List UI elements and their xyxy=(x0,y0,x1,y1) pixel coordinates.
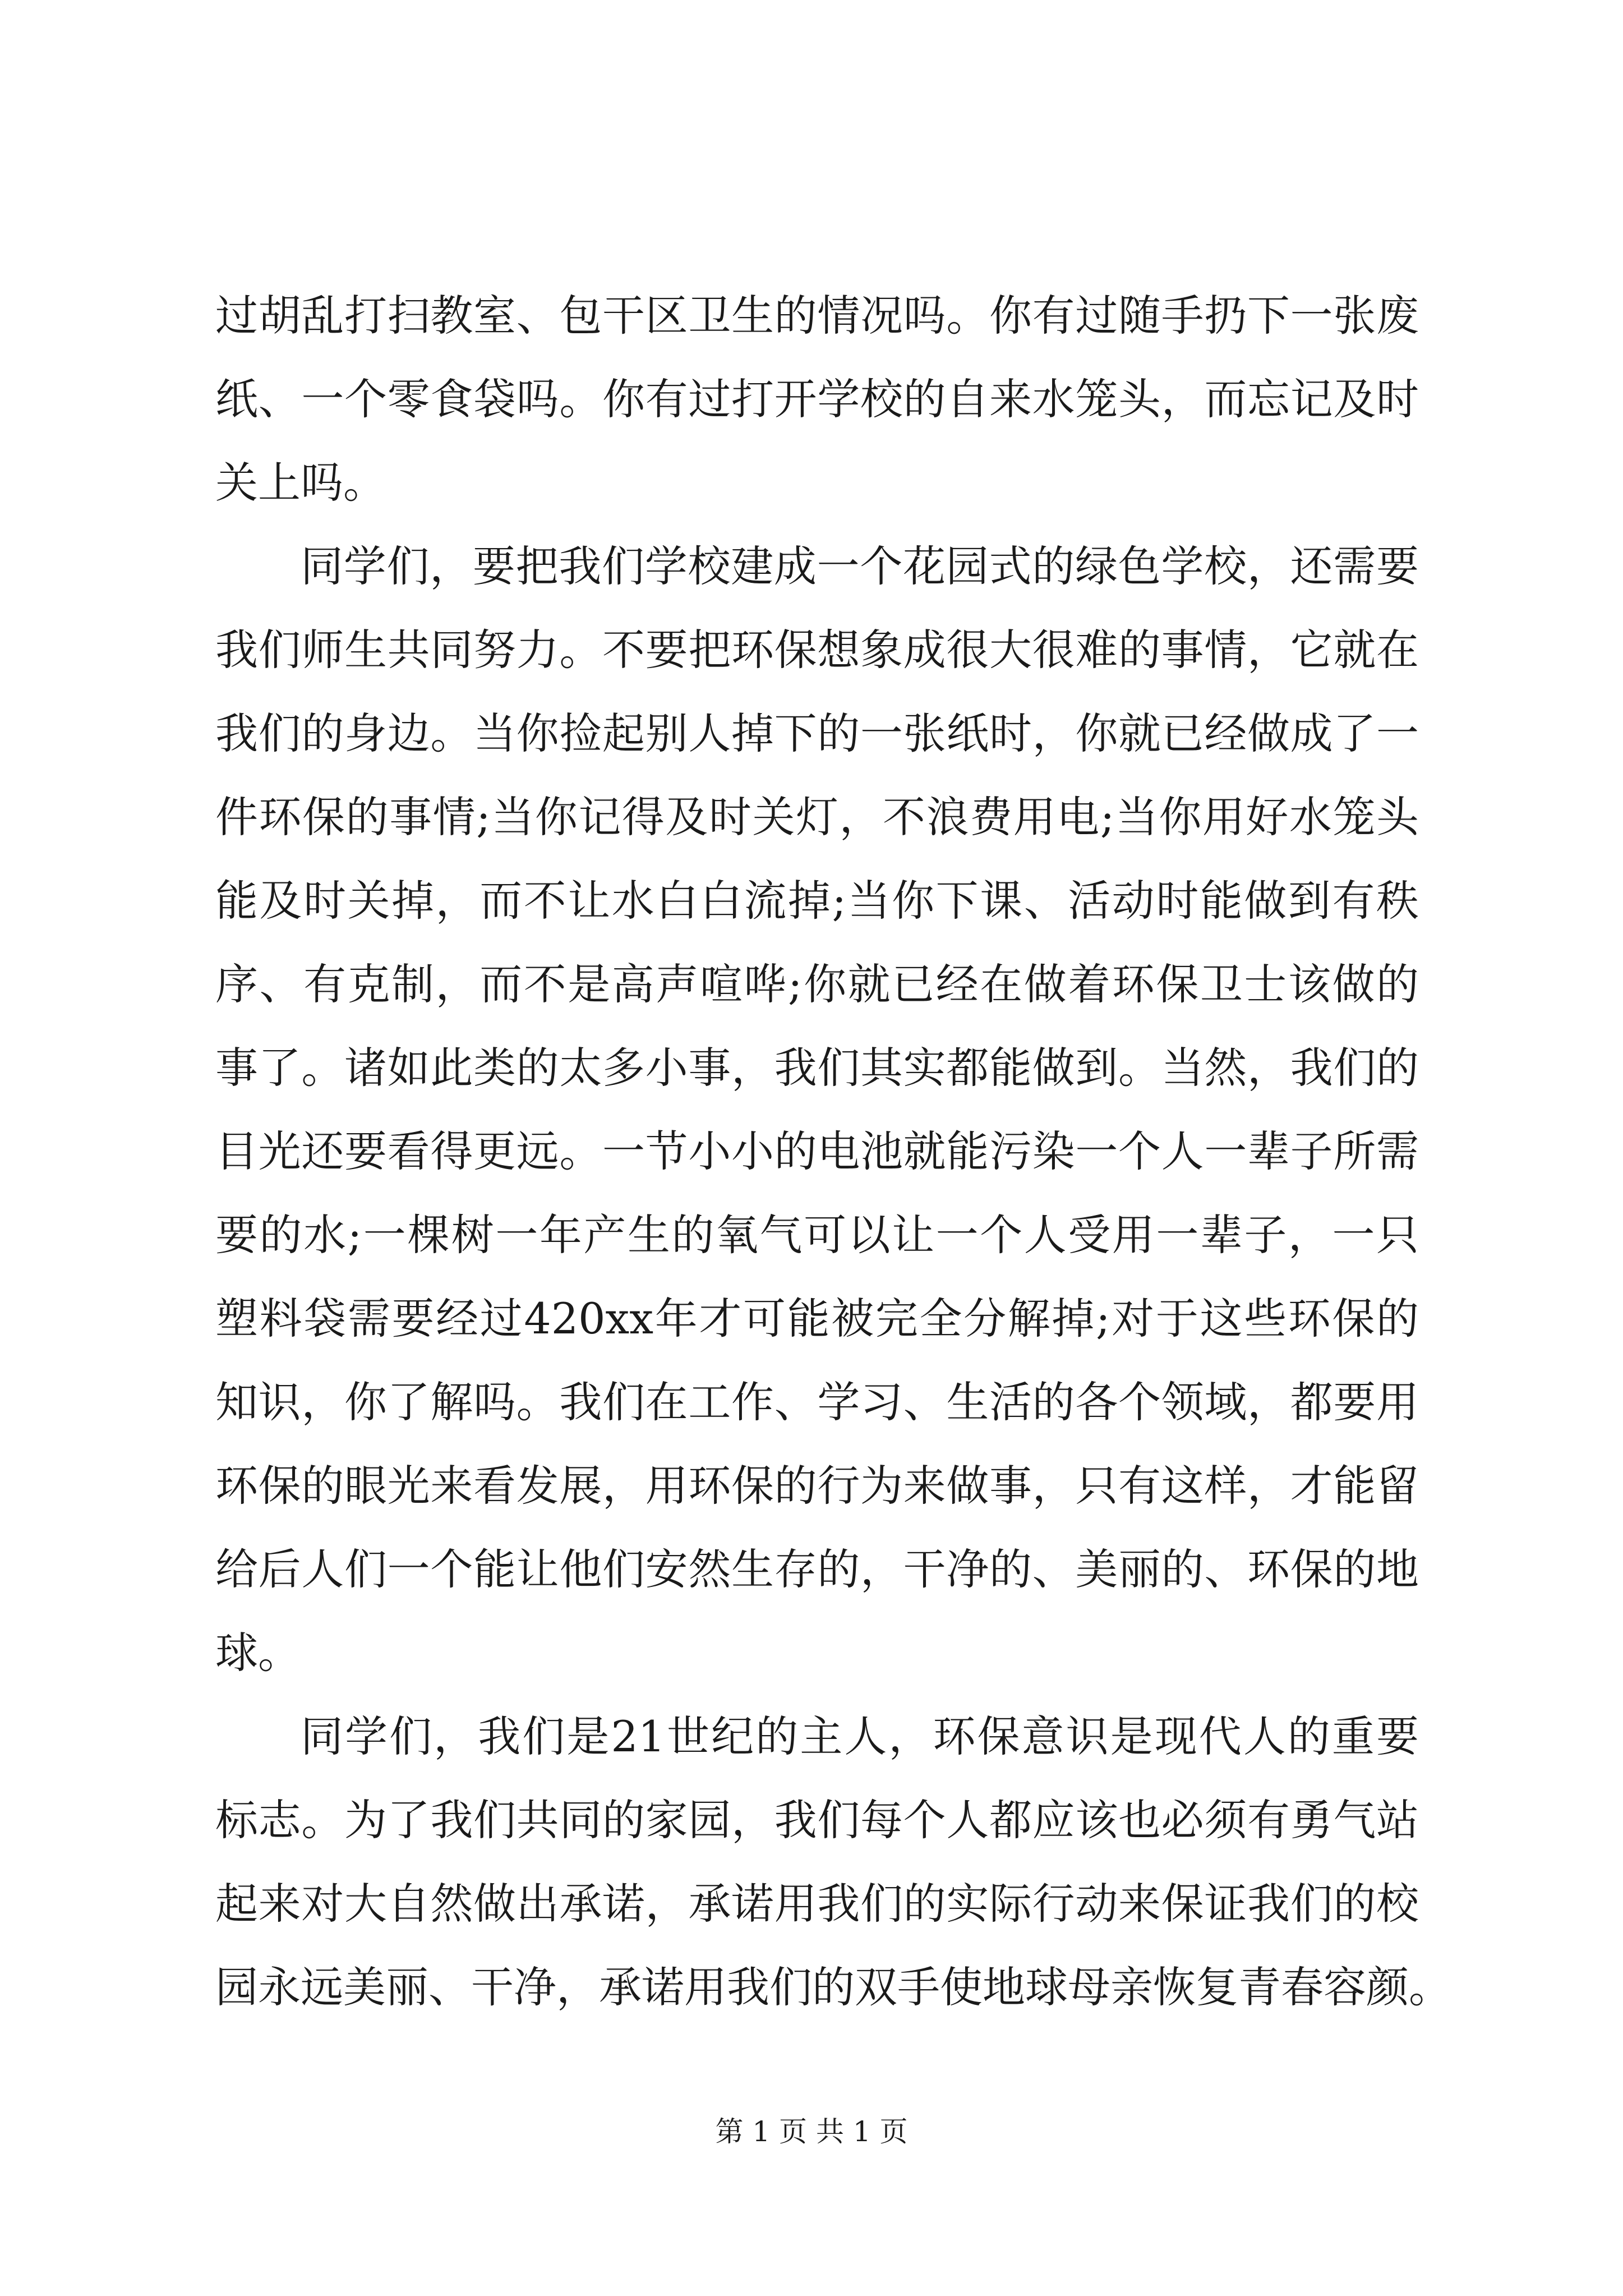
text-line: 事了。诸如此类的太多小事，我们其实都能做到。当然，我们的 xyxy=(215,1043,1419,1093)
text-line: 序、有克制，而不是高声喧哗;你就已经在做着环保卫士该做的 xyxy=(215,959,1419,1009)
text-line: 球。 xyxy=(215,1628,301,1678)
paragraph-first-line: 同学们，要把我们学校建成一个花园式的绿色学校，还需要 xyxy=(301,541,1419,591)
text-line: 给后人们一个能让他们安然生存的，干净的、美丽的、环保的地 xyxy=(215,1544,1419,1594)
document-body xyxy=(215,274,1451,2029)
page-number-footer: 第 1 页 共 1 页 xyxy=(715,2115,908,2148)
text-line: 园永远美丽、干净，承诺用我们的双手使地球母亲恢复青春容颜。 xyxy=(215,1962,1451,2012)
text-line: 过胡乱打扫教室、包干区卫生的情况吗。你有过随手扔下一张废 xyxy=(215,291,1419,341)
text-line: 知识，你了解吗。我们在工作、学习、生活的各个领域，都要用 xyxy=(215,1377,1419,1427)
text-line: 标志。为了我们共同的家园，我们每个人都应该也必须有勇气站 xyxy=(215,1795,1419,1845)
text-line: 我们的身边。当你捡起别人掉下的一张纸时，你就已经做成了一 xyxy=(215,708,1419,758)
text-line: 件环保的事情;当你记得及时关灯，不浪费用电;当你用好水笼头 xyxy=(215,792,1419,842)
text-line: 要的水;一棵树一年产生的氧气可以让一个人受用一辈子，一只 xyxy=(215,1210,1419,1260)
text-line: 我们师生共同努力。不要把环保想象成很大很难的事情，它就在 xyxy=(215,625,1419,675)
paragraph-first-line: 同学们，我们是21世纪的主人，环保意识是现代人的重要 xyxy=(301,1711,1419,1761)
text-line: 纸、一个零食袋吗。你有过打开学校的自来水笼头，而忘记及时 xyxy=(215,374,1419,424)
text-line: 目光还要看得更远。一节小小的电池就能污染一个人一辈子所需 xyxy=(215,1126,1419,1176)
text-line: 起来对大自然做出承诺，承诺用我们的实际行动来保证我们的校 xyxy=(215,1879,1419,1929)
text-line: 关上吗。 xyxy=(215,458,386,508)
text-line: 环保的眼光来看发展，用环保的行为来做事，只有这样，才能留 xyxy=(215,1461,1419,1511)
text-line: 塑料袋需要经过420xx年才可能被完全分解掉;对于这些环保的 xyxy=(215,1294,1419,1343)
text-line: 能及时关掉，而不让水白白流掉;当你下课、活动时能做到有秩 xyxy=(215,876,1419,926)
